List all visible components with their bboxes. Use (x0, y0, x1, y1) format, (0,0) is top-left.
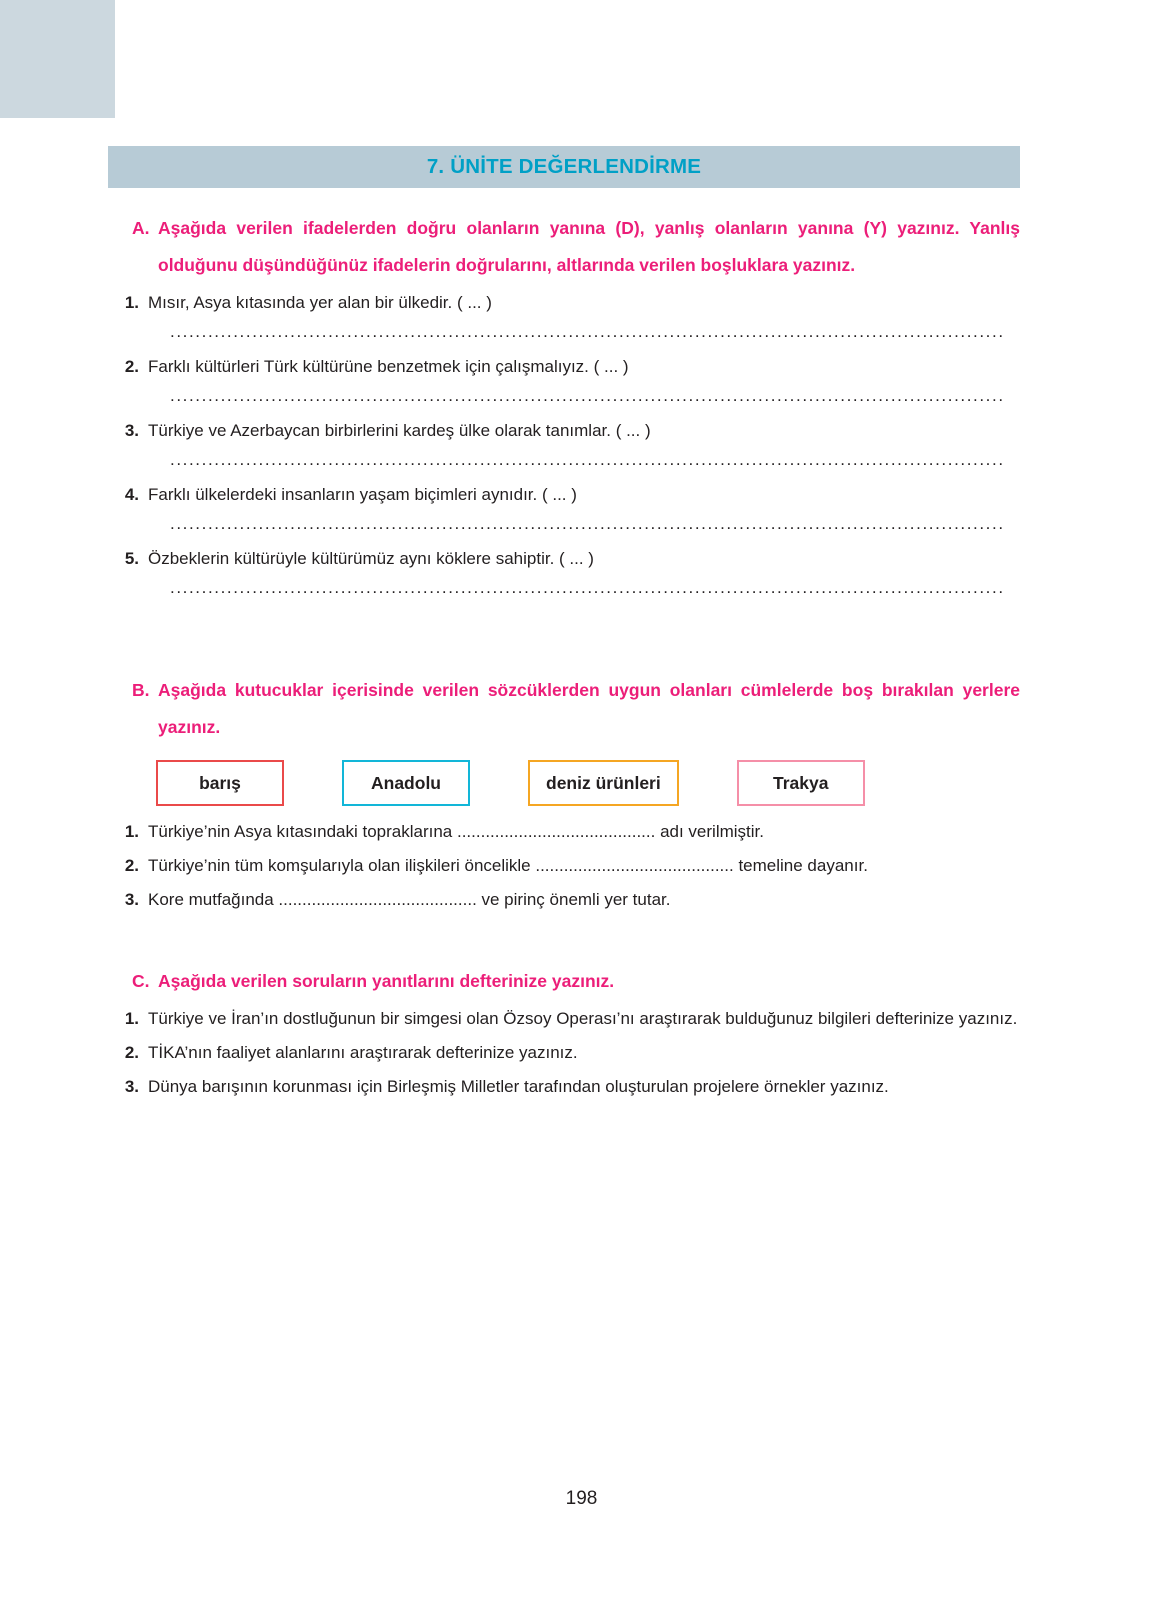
word-box-label: Trakya (773, 772, 829, 793)
item-text: Mısır, Asya kıtasında yer alan bir ülkedir. ( ... ) (148, 293, 492, 312)
item-number: 1. (124, 1009, 139, 1028)
item-text: TİKA’nın faaliyet alanlarını araştırarak defterinize yazınız. (148, 1043, 578, 1062)
word-bank (156, 760, 1020, 806)
answer-line[interactable]: .................................................................................................................................... (170, 386, 1005, 405)
item-number: 3. (124, 1077, 139, 1096)
list-item (108, 479, 1020, 510)
section-c-instruction: Aşağıda verilen soruların yanıtlarını defterinize yazınız. (158, 971, 615, 991)
section-b-heading (108, 672, 1020, 746)
item-number: 5. (124, 549, 139, 568)
item-text: Farklı ülkelerdeki insanların yaşam biçimleri aynıdır. ( ... ) (148, 485, 577, 504)
decorative-corner-block (0, 0, 115, 118)
list-item (108, 287, 1020, 318)
section-b (108, 672, 1020, 915)
word-box-baris[interactable] (156, 760, 284, 806)
word-box-label: deniz ürünleri (546, 772, 661, 793)
word-box-deniz-urunleri[interactable] (528, 760, 679, 806)
list-item (108, 1037, 1020, 1068)
item-text: Türkiye ve Azerbaycan birbirlerini kardeş ülke olarak tanımlar. ( ... ) (148, 421, 651, 440)
list-item (108, 543, 1020, 574)
item-text: Türkiye ve İran’ın dostluğunun bir simgesi olan Özsoy Operası’nı araştırarak bulduğunuz bilgileri defterinize yazınız. (148, 1009, 1018, 1028)
item-text: Özbeklerin kültürüyle kültürümüz aynı köklere sahiptir. ( ... ) (148, 549, 594, 568)
item-text: Farklı kültürleri Türk kültürüne benzetmek için çalışmalıyız. ( ... ) (148, 357, 629, 376)
page-number: 198 (565, 1488, 598, 1509)
page-title: 7. ÜNİTE DEĞERLENDİRME (426, 155, 702, 178)
section-a-heading (108, 210, 1020, 284)
spacer (108, 915, 1020, 941)
section-a-letter: A. (132, 218, 150, 238)
word-box-anadolu[interactable] (342, 760, 470, 806)
list-item (108, 884, 1020, 915)
item-text: Türkiye’nin Asya kıtasındaki topraklarına .......................................... adı verilmiştir. (148, 822, 764, 841)
item-number: 3. (124, 890, 139, 909)
word-box-label: Anadolu (371, 772, 441, 793)
page-title-bar (108, 146, 1020, 188)
section-c-letter: C. (132, 971, 150, 991)
section-a (108, 210, 1020, 604)
answer-line[interactable]: .................................................................................................................................... (170, 514, 1005, 533)
list-item (108, 1003, 1020, 1034)
item-number: 4. (124, 485, 139, 504)
item-number: 1. (124, 822, 139, 841)
answer-line[interactable]: .................................................................................................................................... (170, 322, 1005, 341)
item-number: 2. (124, 1043, 139, 1062)
section-c-heading (108, 963, 1020, 1000)
list-item (108, 850, 1020, 881)
page-content (108, 146, 1020, 1102)
item-text: Türkiye’nin tüm komşularıyla olan ilişkileri öncelikle .......................................... temeline dayanır. (148, 856, 868, 875)
answer-line[interactable]: .................................................................................................................................... (170, 578, 1005, 597)
item-number: 2. (124, 856, 139, 875)
section-b-instruction: Aşağıda kutucuklar içerisinde verilen sözcüklerden uygun olanları cümlelerde boş bırakılan yerlere yazınız. (158, 680, 1020, 737)
list-item (108, 816, 1020, 847)
item-number: 2. (124, 357, 139, 376)
item-text: Dünya barışının korunması için Birleşmiş Milletler tarafından oluşturulan projelere örnekler yazınız. (148, 1077, 889, 1096)
word-box-label: barış (199, 772, 241, 793)
list-item (108, 351, 1020, 382)
section-a-instruction: Aşağıda verilen ifadelerden doğru olanların yanına (D), yanlış olanların yanına (Y) yazınız. Yanlış olduğunu düşündüğünüz ifadelerin doğrularını, altlarında verilen boşluklara yazınız. (158, 218, 1020, 275)
section-c (108, 963, 1020, 1102)
list-item (108, 415, 1020, 446)
word-box-trakya[interactable] (737, 760, 865, 806)
list-item (108, 1071, 1020, 1102)
item-number: 1. (124, 293, 139, 312)
section-b-letter: B. (132, 680, 150, 700)
item-number: 3. (124, 421, 139, 440)
answer-line[interactable]: .................................................................................................................................... (170, 450, 1005, 469)
spacer (108, 606, 1020, 650)
item-text: Kore mutfağında .......................................... ve pirinç önemli yer tutar. (148, 890, 671, 909)
